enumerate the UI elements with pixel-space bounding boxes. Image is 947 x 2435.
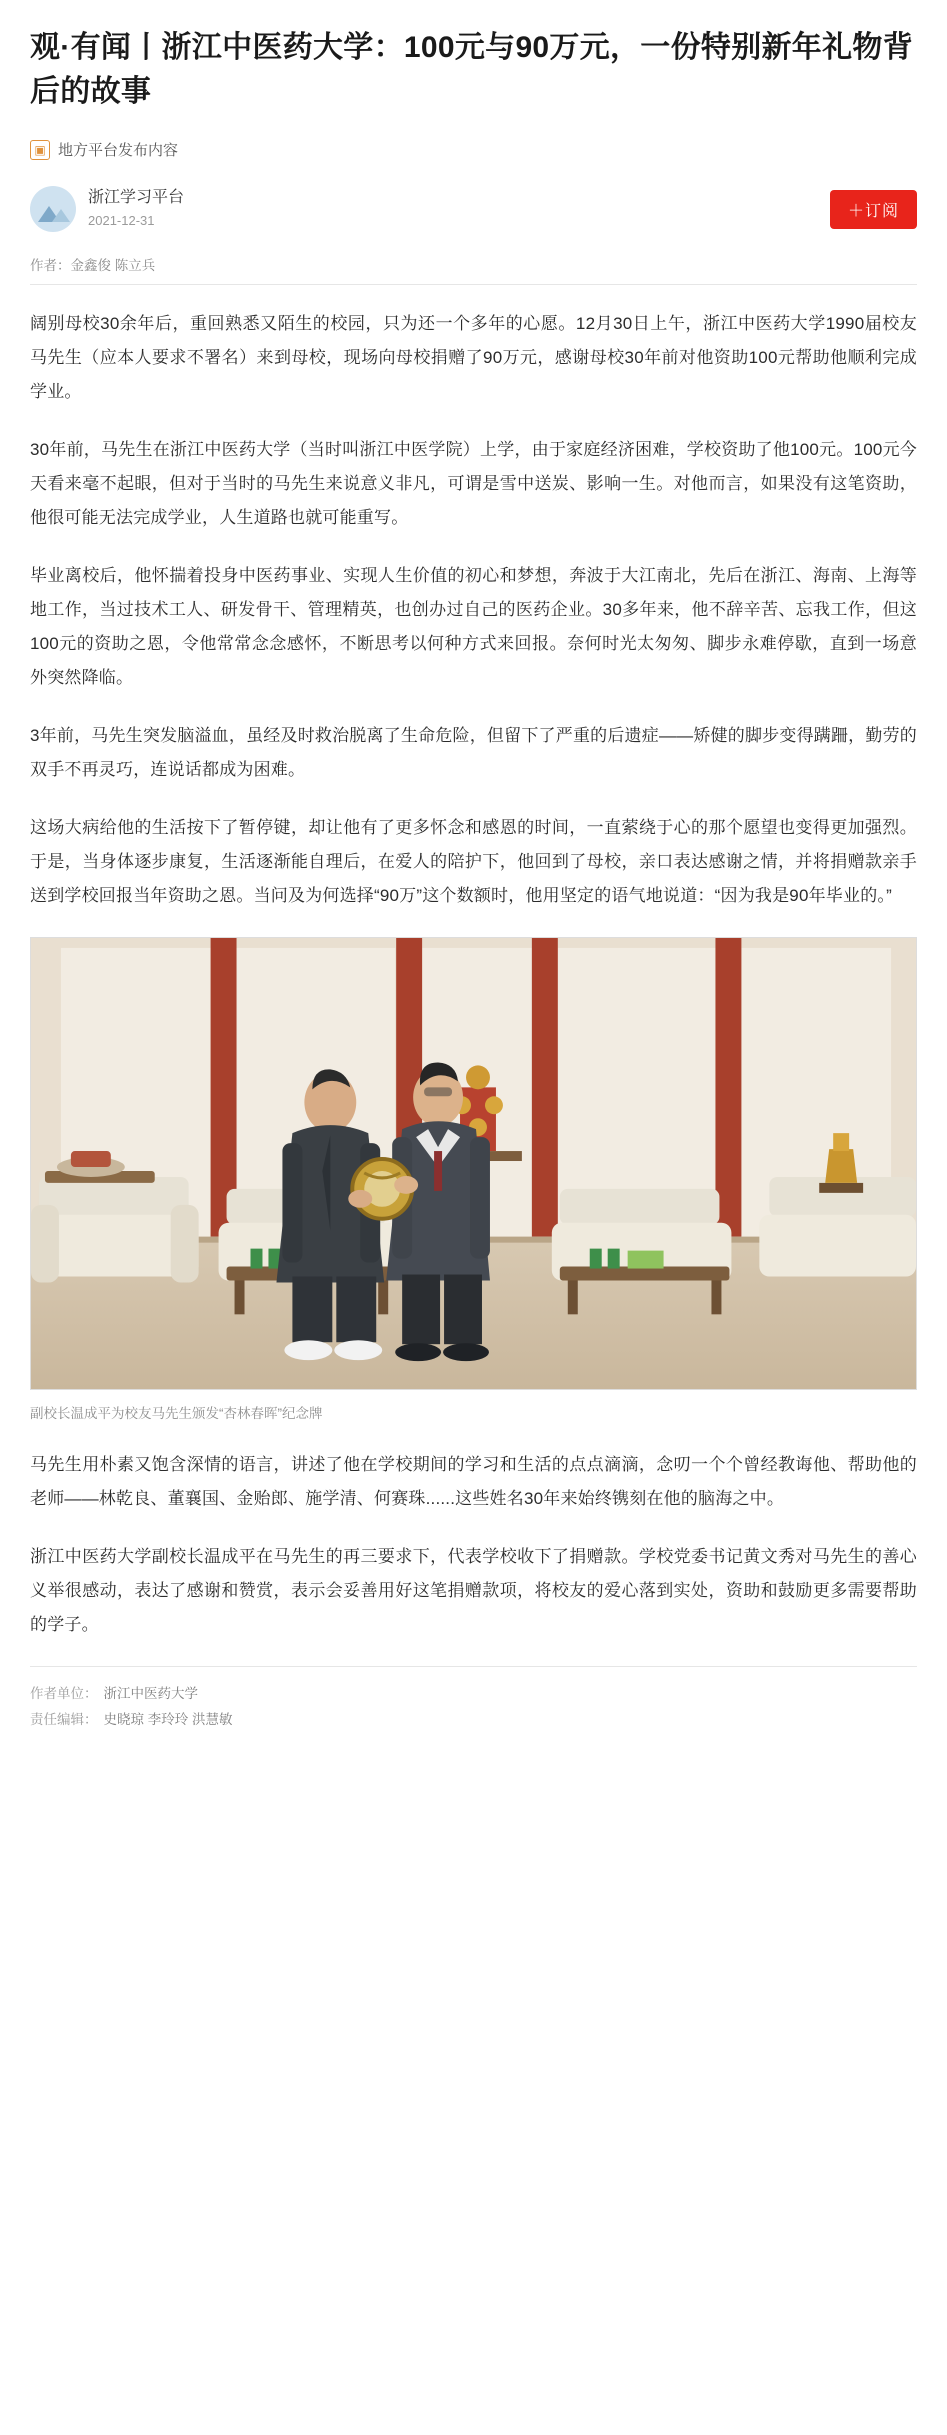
paragraph: 30年前，马先生在浙江中医药大学（当时叫浙江中医学院）上学，由于家庭经济困难，学校资助了他100元。100元今天看来毫不起眼，但对于当时的马先生来说意义非凡，可谓是雪中送炭、影响一生。对他而言，如果没有这笔资助，他很可能无法完成学业，人生道路也就可能重写。 <box>30 440 917 527</box>
footer-author-unit <box>30 1681 917 1707</box>
source-tag <box>30 139 917 160</box>
publish-date: 2021-12-31 <box>88 213 155 229</box>
publisher-meta <box>88 187 830 231</box>
paragraph: 毕业离校后，他怀揣着投身中医药事业、实现人生价值的初心和梦想，奔波于大江南北，先后在浙江、海南、上海等地工作，当过技术工人、研发骨干、管理精英，也创办过自己的医药企业。30多年来，他不辞辛苦、忘我工作，但这100元的资助之恩，令他常常念念感怀，不断思考以何种方式来回报。奈何时光太匆匆、脚步永难停歇，直到一场意外突然降临。 <box>30 566 917 687</box>
paragraph: 马先生用朴素又饱含深情的语言，讲述了他在学校期间的学习和生活的点点滴滴，念叨一个个曾经教诲他、帮助他的老师——林乾良、董襄国、金贻郎、施学清、何赛珠......这些姓名30年来始终镌刻在他的脑海之中。 <box>30 1455 917 1508</box>
article-body <box>30 307 917 1642</box>
footer-divider <box>30 1666 917 1667</box>
ceremony-photo <box>30 937 917 1390</box>
avatar <box>30 186 76 232</box>
figure-caption: 副校长温成平为校友马先生颁发“杏林春晖”纪念牌 <box>30 1406 323 1421</box>
footer-editor <box>30 1707 917 1733</box>
article-figure <box>30 937 917 1422</box>
subscribe-button[interactable]: ＋订阅 <box>830 190 917 229</box>
paragraph: 3年前，马先生突发脑溢血，虽经及时救治脱离了生命危险，但留下了严重的后遗症——矫健的脚步变得蹒跚，勤劳的双手不再灵巧，连说话都成为困难。 <box>30 726 917 779</box>
authors-line: 作者：金鑫俊 陈立兵 <box>30 258 156 273</box>
footer-author-unit-label: 作者单位： <box>30 1686 98 1701</box>
footer-author-unit-value: 浙江中医药大学 <box>103 1686 198 1701</box>
footer-editor-label: 责任编辑： <box>30 1711 98 1727</box>
local-platform-icon: ▣ <box>30 140 50 160</box>
paragraph: 浙江中医药大学副校长温成平在马先生的再三要求下，代表学校收下了捐赠款。学校党委书记黄文秀对马先生的善心义举很感动，表达了感谢和赞赏，表示会妥善用好这笔捐赠款项，将校友的爱心落到实处，资助和鼓励更多需要帮助的学子。 <box>30 1547 917 1634</box>
publisher-row <box>30 186 917 232</box>
page-title: 观·有闻丨浙江中医药大学：100元与90万元，一份特别新年礼物背后的故事 <box>30 31 914 108</box>
source-tag-label: 地方平台发布内容 <box>58 142 179 159</box>
paragraph: 这场大病给他的生活按下了暂停键，却让他有了更多怀念和感恩的时间，一直萦绕于心的那个愿望也变得更加强烈。于是，当身体逐步康复，生活逐渐能自理后，在爱人的陪护下，他回到了母校，亲口表达感谢之情，并将捐赠款亲手送到学校回报当年资助之恩。当问及为何选择“90万”这个数额时，他用坚定的语气地说道：“因为我是90年毕业的。” <box>30 818 917 905</box>
publisher-name[interactable]: 浙江学习平台 <box>88 189 185 207</box>
paragraph: 阔别母校30余年后，重回熟悉又陌生的校园，只为还一个多年的心愿。12月30日上午，浙江中医药大学1990届校友马先生（应本人要求不署名）来到母校，现场向母校捐赠了90万元，感谢母校30年前对他资助100元帮助他顺利完成学业。 <box>30 314 917 401</box>
footer-editor-value: 史晓琼 李玲玲 洪慧敏 <box>103 1711 233 1727</box>
header-divider <box>30 284 917 285</box>
